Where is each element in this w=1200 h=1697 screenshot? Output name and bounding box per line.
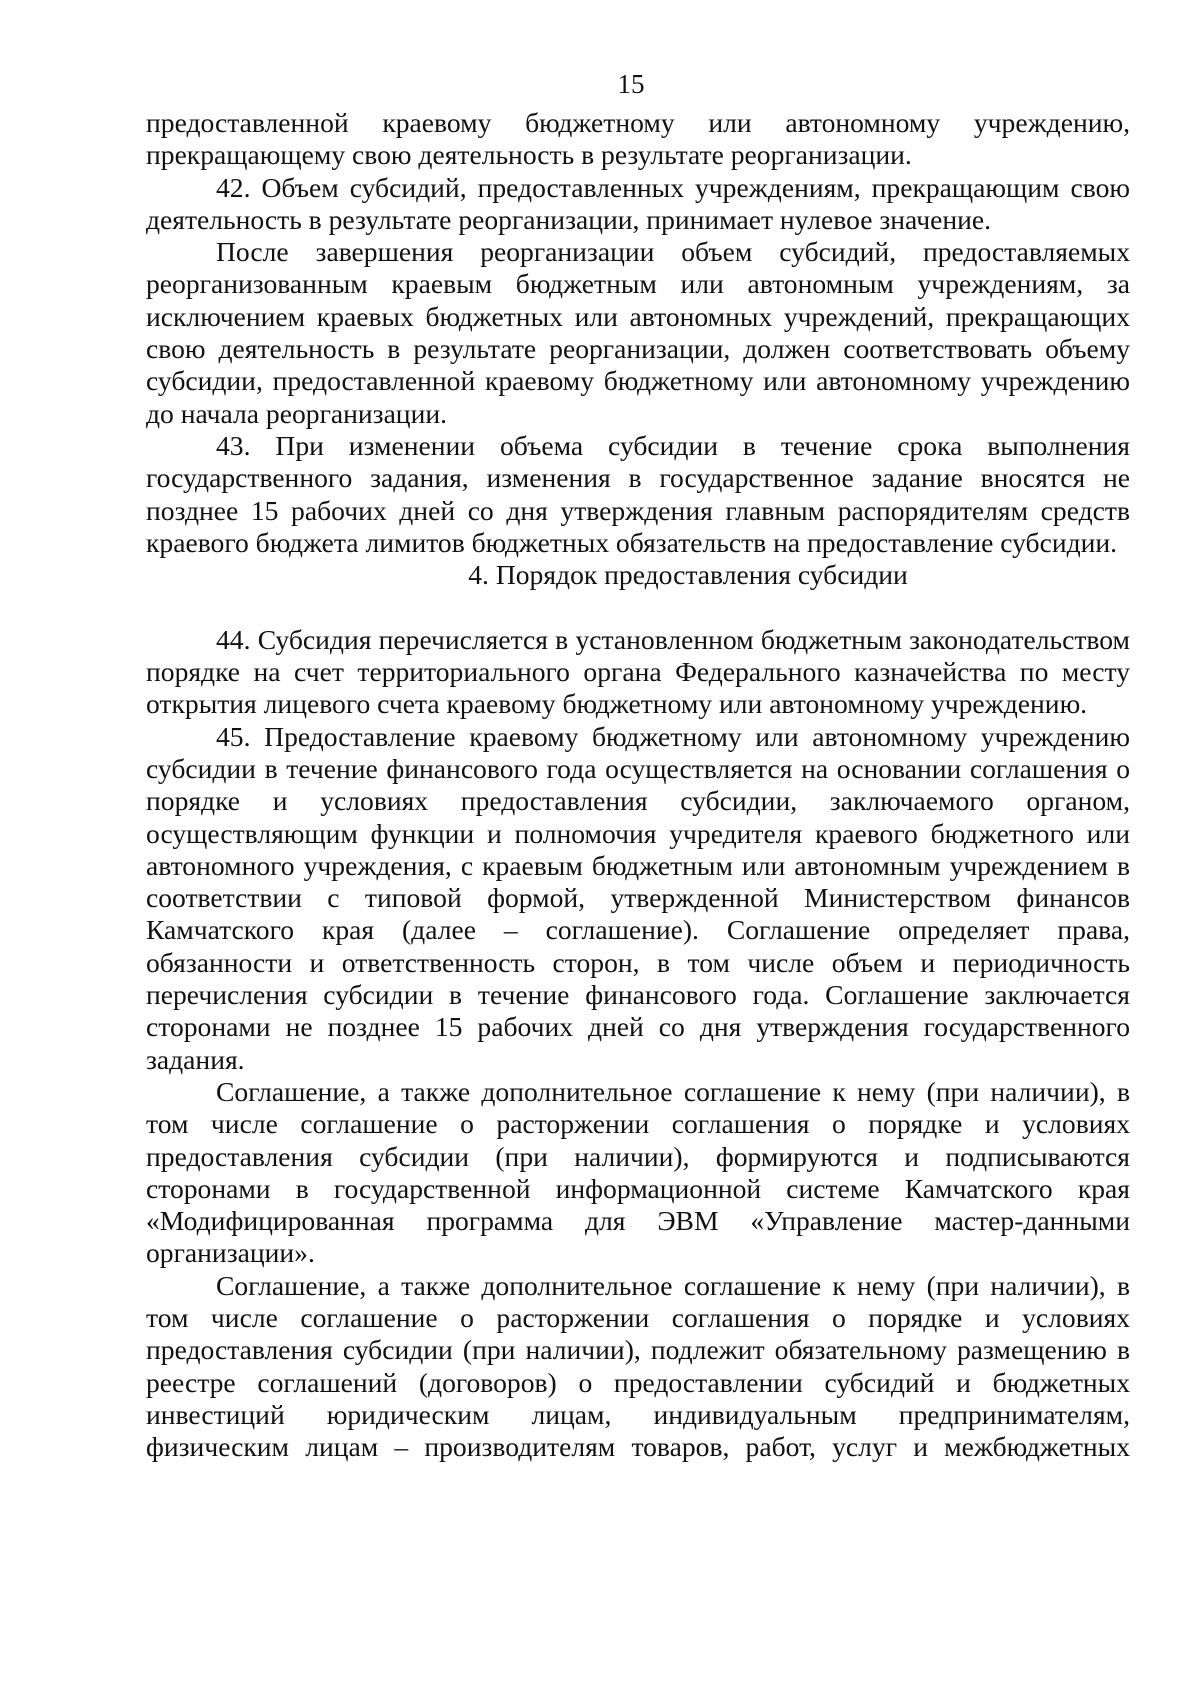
paragraph-42: 42. Объем субсидий, предоставленных учреждениям, прекращающим свою деятельность в результате реорганизации, принимает нулевое значение. — [146, 171, 1130, 235]
paragraph-44: 44. Субсидия перечисляется в установленном бюджетным законодательством порядке на счет территориального органа Федерального казначейства по месту открытия лицевого счета краевому бюджетному или автономному учреждению. — [146, 623, 1130, 720]
paragraph-45-agreement-forming: Соглашение, а также дополнительное соглашение к нему (при наличии), в том числе соглашение о расторжении соглашения о порядке и условиях предоставления субсидии (при наличии), формируются и подписываются сторонами в государственной информационной системе Камчатского края «Модифицированная программа для ЭВМ «Управление мастер-данными организации». — [146, 1075, 1130, 1269]
paragraph-42-continued: После завершения реорганизации объем субсидий, предоставляемых реорганизованным краевым бюджетным или автономным учреждениям, за исключением краевых бюджетных или автономных учреждений, прекращающих свою деятельность в результате реорганизации, должен соответствовать объему субсидии, предоставленной краевому бюджетному или автономному учреждению до начала реорганизации. — [146, 236, 1130, 429]
paragraph-43: 43. При изменении объема субсидии в течение срока выполнения государственного задания, изменения в государственное задание вносятся не позднее 15 рабочих дней со дня утверждения главным распорядителям средств краевого бюджета лимитов бюджетных обязательств на предоставление субсидии. — [146, 429, 1130, 558]
paragraph-continuation: предоставленной краевому бюджетному или автономному учреждению, прекращающему свою деятельность в результате реорганизации. — [146, 107, 1130, 171]
paragraph-45-agreement-registry: Соглашение, а также дополнительное соглашение к нему (при наличии), в том числе соглашение о расторжении соглашения о порядке и условиях предоставления субсидии (при наличии), подлежит обязательному размещению в реестре соглашений (договоров) о предоставлении субсидий и бюджетных инвестиций юридическим лицам, индивидуальным предпринимателям, физическим лицам – производителям товаров, работ, услуг и межбюджетных — [146, 1269, 1130, 1463]
document-body — [146, 107, 1130, 1463]
page-number: 15 — [617, 69, 645, 99]
section-heading: 4. Порядок предоставления субсидии — [468, 559, 908, 591]
paragraph-45: 45. Предоставление краевому бюджетному или автономному учреждению субсидии в течение финансового года осуществляется на основании соглашения о порядке и условиях предоставления субсидии, заключаемого органом, осуществляющим функции и полномочия учредителя краевого бюджетного или автономного учреждения, с краевым бюджетным или автономным учреждением в соответствии с типовой формой, утвержденной Министерством финансов Камчатского края (далее – соглашение). Соглашение определяет права, обязанности и ответственность сторон, в том числе объем и периодичность перечисления субсидии в течение финансового года. Соглашение заключается сторонами не позднее 15 рабочих дней со дня утверждения государственного задания. — [146, 720, 1130, 1075]
